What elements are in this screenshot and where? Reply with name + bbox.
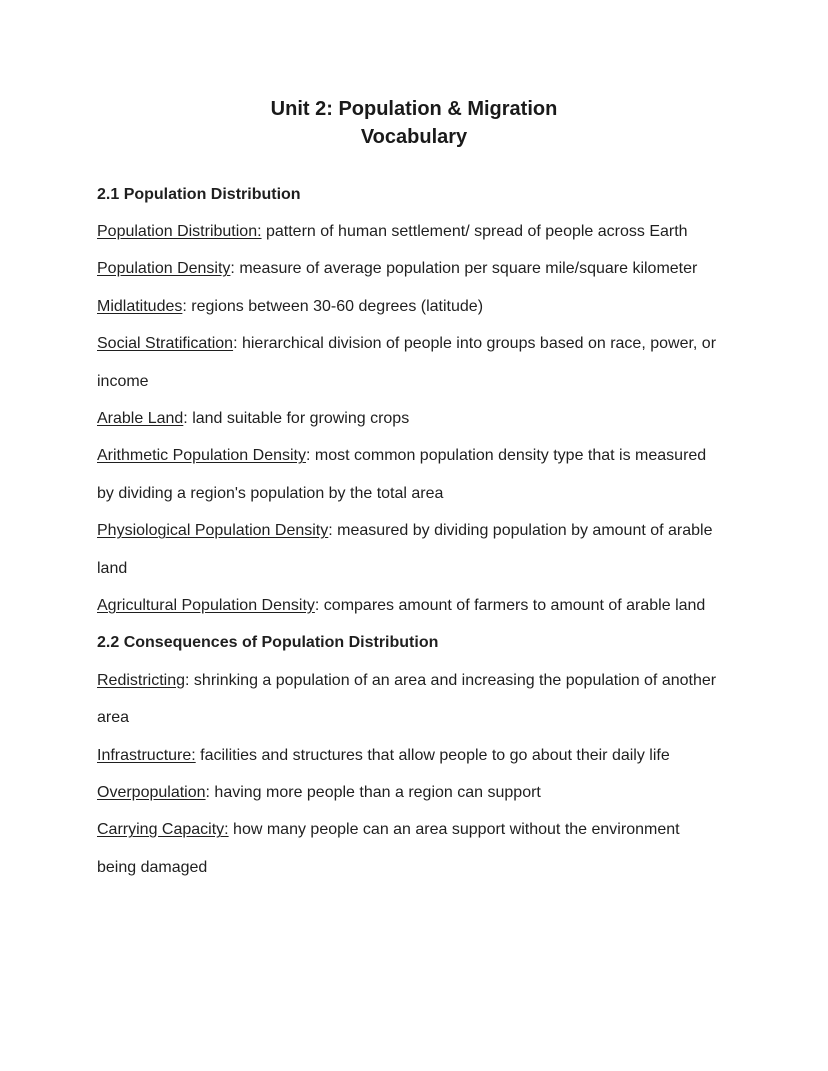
vocab-definition: facilities and structures that allow people to go about their daily life: [195, 746, 670, 764]
vocab-term: Agricultural Population Density: [97, 596, 315, 614]
title-block: [0, 95, 828, 151]
vocab-entry: [97, 438, 747, 513]
vocab-entry-line: [97, 699, 747, 736]
vocab-entry-line: [97, 587, 747, 624]
vocab-entry: [97, 400, 747, 437]
vocab-definition: shrinking a population of an area and increasing the population of another: [189, 671, 717, 689]
vocab-term-separator: :: [233, 335, 238, 353]
vocab-definition: land suitable for growing crops: [187, 410, 410, 428]
vocab-term-separator: :: [205, 783, 210, 801]
vocabulary-content: [97, 176, 747, 886]
vocab-entry-line: [97, 812, 747, 849]
vocab-entry: [97, 737, 747, 774]
vocab-definition: most common population density type that is measured: [310, 447, 707, 465]
vocab-term-separator: :: [183, 410, 188, 428]
vocab-entry-line: [97, 737, 747, 774]
vocab-entry: [97, 662, 747, 737]
vocab-entry-line: [97, 849, 747, 886]
section-heading: 2.1 Population Distribution: [97, 185, 301, 203]
vocab-entry-line: [97, 288, 747, 325]
vocab-entry-line: [97, 438, 747, 475]
vocab-definition: measure of average population per square mile/square kilometer: [234, 260, 698, 278]
vocab-term-separator: :: [185, 671, 190, 689]
vocab-entry-line: [97, 550, 747, 587]
vocab-entry: [97, 288, 747, 325]
vocab-term-separator: :: [314, 596, 320, 614]
page-subtitle: Vocabulary: [360, 126, 468, 148]
vocab-definition: being damaged: [97, 858, 208, 876]
vocab-term: Physiological Population Density: [97, 522, 329, 540]
vocab-term: Arable Land: [97, 410, 184, 428]
vocab-definition: pattern of human settlement/ spread of people across Earth: [261, 223, 688, 241]
vocab-entry: [97, 213, 747, 250]
vocab-entry-line: [97, 662, 747, 699]
vocab-definition: income: [97, 372, 149, 390]
vocab-entry: [97, 812, 747, 887]
vocab-definition: having more people than a region can support: [209, 783, 541, 801]
vocab-term: Social Stratification: [97, 335, 234, 353]
vocab-entry-line: [97, 213, 747, 250]
vocab-entry: [97, 251, 747, 288]
vocab-definition: measured by dividing population by amount of arable: [332, 522, 713, 540]
vocab-term: Carrying Capacity:: [97, 821, 229, 839]
vocab-term: Arithmetic Population Density: [97, 447, 306, 465]
vocab-term: Midlatitudes: [97, 297, 183, 315]
vocab-term-separator: :: [328, 522, 333, 540]
vocab-entry-line: [97, 774, 747, 811]
vocab-entry: [97, 587, 747, 624]
vocab-term: Population Distribution:: [97, 223, 262, 241]
vocab-term-separator: :: [305, 447, 311, 465]
vocab-definition: area: [97, 709, 130, 727]
vocab-entry-line: [97, 475, 747, 512]
vocab-definition: how many people can an area support without the environment: [228, 821, 680, 839]
vocab-entry-line: [97, 251, 747, 288]
vocab-term: Overpopulation: [97, 783, 206, 801]
vocab-term-separator: :: [182, 297, 187, 315]
vocab-entry: [97, 513, 747, 588]
vocab-entry-line: [97, 326, 747, 363]
vocab-term-separator: :: [230, 260, 235, 278]
vocab-entry: [97, 774, 747, 811]
vocab-definition: compares amount of farmers to amount of arable land: [319, 596, 706, 614]
vocab-definition: land: [97, 559, 128, 577]
vocab-definition: by dividing a region's population by the total area: [97, 484, 444, 502]
vocab-definition: regions between 30-60 degrees (latitude): [186, 297, 484, 315]
vocab-entry-line: [97, 400, 747, 437]
vocab-entry: [97, 326, 747, 401]
vocab-entry-line: [97, 513, 747, 550]
section-heading: 2.2 Consequences of Population Distribution: [97, 634, 439, 652]
vocab-term: Infrastructure:: [97, 746, 196, 764]
vocab-term: Redistricting: [97, 671, 186, 689]
vocab-definition: hierarchical division of people into groups based on race, power, or: [237, 335, 717, 353]
vocab-term: Population Density: [97, 260, 231, 278]
vocab-entry-line: [97, 363, 747, 400]
page-title: Unit 2: Population & Migration: [270, 98, 558, 120]
